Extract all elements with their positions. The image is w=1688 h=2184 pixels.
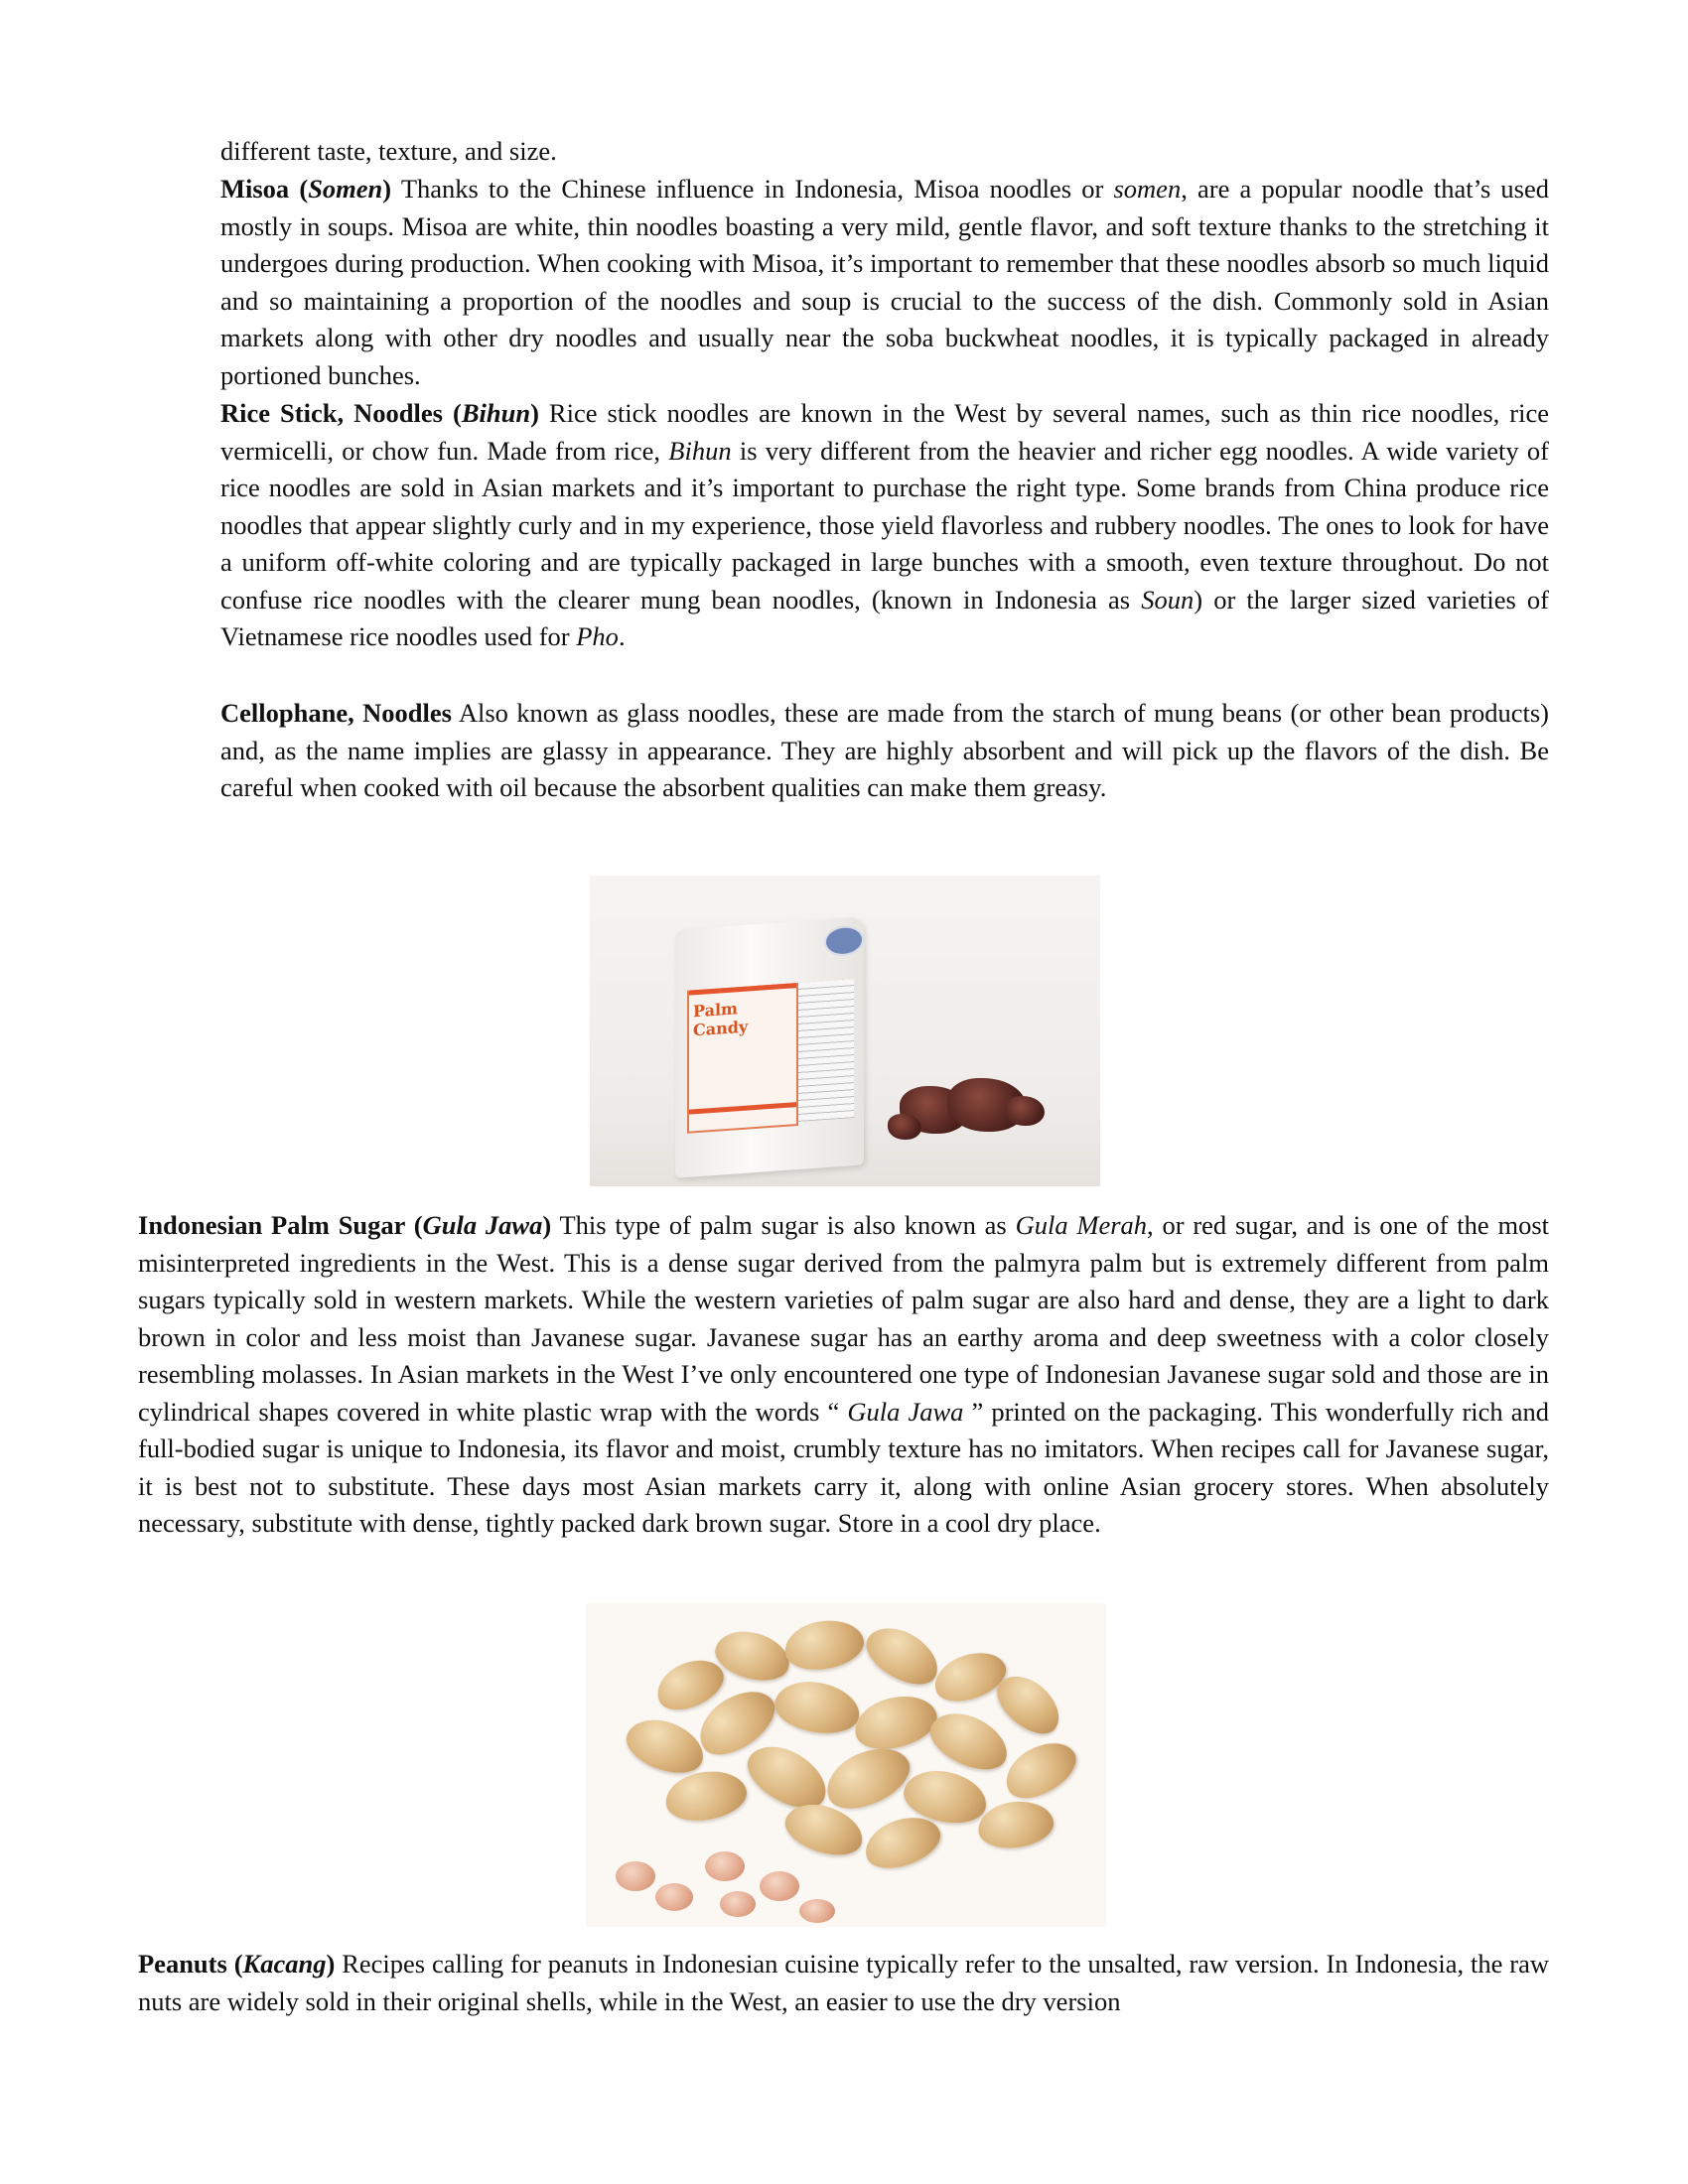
bag-front-label (687, 983, 798, 1134)
rice-stick-term (220, 398, 539, 428)
palm-sugar-text-b: , or red sugar, and is one of the most misinterpreted ingredients in the West. This is a dense sugar derived from the palmyra palm but is extremely different from palm sugars typically sold in western markets. While the western varieties of palm sugar are also hard and dense, they are a light to dark brown in color and less moist than Javanese sugar. Javanese sugar has an earthy aroma and deep sweetness with a color closely resembling molasses. In Asian markets in the West I’ve only encountered one type of Indonesian Javanese sugar sold and those are in cylindrical shapes covered in white plastic wrap with the words “ (138, 1210, 1550, 1427)
peanut-shell (858, 1617, 948, 1696)
rice-stick-term-text: Rice Stick, Noodles ( (220, 398, 462, 428)
rice-stick-text-d: . (618, 621, 626, 651)
bag-label-text: Palm Candy (693, 999, 749, 1040)
peanuts-term-close: ) (326, 1949, 336, 1979)
sugar-piece (888, 1114, 921, 1140)
peanut-shell (620, 1710, 711, 1782)
peanuts-term-text: Peanuts ( (138, 1949, 243, 1979)
intro-fragment (220, 133, 1549, 171)
peanut-kernel (655, 1883, 693, 1911)
brand-logo-icon (824, 924, 864, 957)
rice-stick-text-b: is very different from the heavier and richer egg noodles. A wide variety of rice noodles are sold in Asian markets and it’s important to purchase the right type. Some brands from China produce rice noodles that appear slightly curly and in my experience, those yield flavorless and rubbery noodles. The ones to look for have a uniform off-white coloring and are typically packaged in large bunches with a smooth, even texture throughout. Do not confuse rice noodles with the clearer mung bean noodles, (known in Indonesia as (220, 435, 1549, 614)
peanut-shell (771, 1676, 863, 1739)
peanuts-term (138, 1949, 335, 1979)
peanuts-text: Recipes calling for peanuts in Indonesian cuisine typically refer to the unsalted, raw version. In Indonesia, the raw nuts are widely sold in their original shells, while in the West, an easier to use the dry version (138, 1949, 1549, 2016)
rice-stick-italic-a: Bihun (668, 435, 732, 466)
misoa-term-italic: Somen (308, 174, 383, 204)
misoa-paragraph (220, 171, 1549, 394)
cellophane-term: Cellophane, Noodles (220, 698, 452, 728)
palm-sugar-term-close: ) (542, 1210, 552, 1240)
palm-sugar-paragraph (138, 1207, 1549, 1543)
intro-text: different taste, texture, and size. (220, 136, 557, 166)
peanut-shell (997, 1731, 1085, 1809)
palm-sugar-text-c: ” printed on the packaging. This wonderfully rich and full-bodied sugar is unique to Indonesia, its flavor and moist, crumbly texture has no imitators. When recipes call for Javanese sugar, it is best not to substitute. These days most Asian markets carry it, along with online Asian grocery stores. When absolutely necessary, substitute with dense, tightly packed dark brown sugar. Store in a cool dry place. (138, 1396, 1550, 1538)
peanut-shell (975, 1797, 1056, 1852)
peanuts-photo (586, 1603, 1106, 1927)
peanuts-term-italic: Kacang (242, 1949, 327, 1979)
peanut-shell (780, 1614, 867, 1675)
peanut-kernel (705, 1851, 745, 1881)
palm-sugar-term-italic: Gula Jawa (422, 1210, 543, 1240)
palm-sugar-term-text: Indonesian Palm Sugar ( (138, 1210, 423, 1240)
label-stripe (689, 983, 796, 996)
misoa-term-close: ) (382, 174, 392, 204)
peanut-kernel (799, 1899, 835, 1923)
palm-sugar-bag (675, 916, 864, 1177)
palm-sugar-text-a: This type of palm sugar is also known as (551, 1210, 1016, 1240)
misoa-term (220, 174, 391, 204)
misoa-text-a: Thanks to the Chinese influence in Indonesia, Misoa noodles or (391, 174, 1114, 204)
peanuts-paragraph (138, 1946, 1549, 2020)
cellophane-paragraph (220, 695, 1549, 807)
peanut-kernel (760, 1871, 799, 1901)
peanut-kernel (616, 1861, 655, 1891)
nutrition-panel (798, 979, 854, 1122)
misoa-term-text: Misoa ( (220, 174, 309, 204)
rice-stick-term-close: ) (530, 398, 539, 428)
rice-stick-term-italic: Bihun (461, 398, 531, 428)
rice-stick-italic-b: Soun (1141, 584, 1195, 614)
palm-sugar-italic-a: Gula Merah (1015, 1210, 1148, 1240)
sugar-piece (1005, 1096, 1045, 1126)
misoa-italic-a: somen (1113, 174, 1182, 204)
peanut-shell (817, 1736, 918, 1820)
rice-stick-text-c: ) or the larger sized varieties of Vietnamese rice noodles used for (220, 584, 1549, 651)
palm-sugar-italic-b: Gula Jawa (847, 1396, 964, 1427)
palm-sugar-photo (590, 876, 1100, 1186)
cellophane-text: Also known as glass noodles, these are made from the starch of mung beans (or other bean products) and, as the name implies are glassy in appearance. They are highly absorbent and will pick up the flavors of the dish. Be careful when cooked with oil because the absorbent qualities can make them greasy. (220, 698, 1550, 802)
rice-stick-paragraph (220, 395, 1549, 656)
rice-stick-italic-c: Pho (576, 621, 619, 651)
peanut-kernel (720, 1891, 756, 1917)
peanut-shell (661, 1765, 750, 1827)
peanut-shell (849, 1688, 942, 1757)
palm-sugar-term (138, 1210, 551, 1240)
misoa-text-b: , are a popular noodle that’s used mostly in soups. Misoa are white, thin noodles boasting a very mild, gentle flavor, and soft texture thanks to the stretching it undergoes during production. When cooking with Misoa, it’s important to remember that these noodles absorb so much liquid and so maintaining a proportion of the noodles and soup is crucial to the success of the dish. Commonly sold in Asian markets along with other dry noodles and usually near the soba buckwheat noodles, it is typically packaged in already portioned bunches. (220, 174, 1550, 390)
rice-stick-text-a: Rice stick noodles are known in the West by several names, such as thin rice noodles, rice vermicelli, or chow fun. Made from rice, (220, 398, 1550, 466)
label-stripe (689, 1102, 796, 1115)
